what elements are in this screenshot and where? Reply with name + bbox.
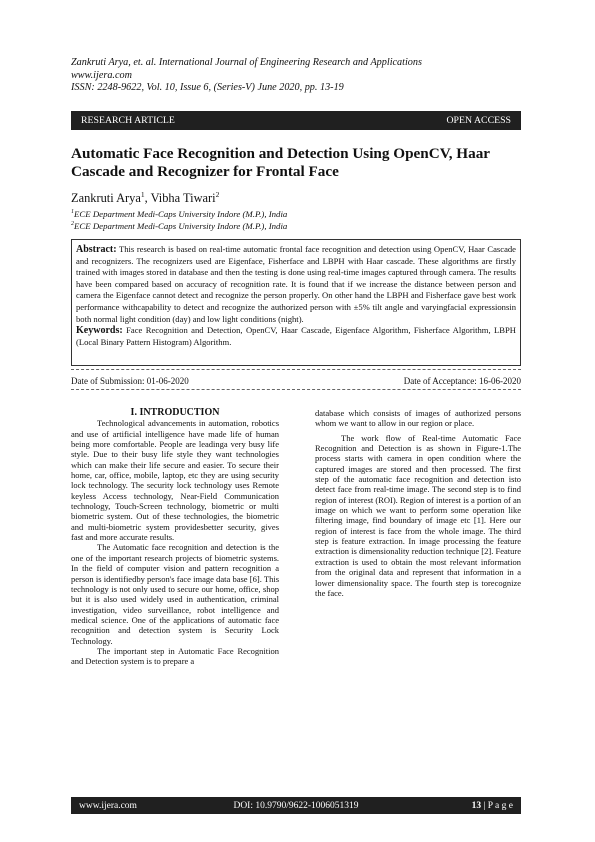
- author-affil-sup: 1: [140, 190, 145, 199]
- author-name: Zankruti Arya: [71, 191, 141, 206]
- journal-citation: Zankruti Arya, et. al. International Journal of Engineering Research and Applications: [71, 57, 422, 68]
- dates-row: [71, 376, 521, 386]
- left-column: [71, 408, 279, 667]
- article-type-label: RESEARCH ARTICLE: [81, 115, 175, 126]
- affiliation-sup: 2: [71, 221, 74, 228]
- paper-title: Automatic Face Recognition and Detection Using OpenCV, Haar Cascade and Recognizer for Frontal Face: [71, 145, 490, 180]
- author-name: Vibha Tiwari: [150, 191, 216, 206]
- affiliation-sup: 1: [71, 209, 74, 216]
- keywords-text: Face Recognition and Detection, OpenCV, Haar Cascade, Eigenface Algorithm, Fisherface Algorithm, LBPH (Local Binary Pattern Histogram) Algorithm.: [76, 325, 516, 347]
- affiliation: [71, 209, 287, 219]
- abstract-label: Abstract:: [76, 244, 117, 255]
- section-heading: I. INTRODUCTION: [130, 407, 220, 418]
- footer-url[interactable]: www.ijera.com: [79, 800, 137, 811]
- author-separator: ,: [144, 191, 151, 206]
- journal-issn: ISSN: 2248-9622, Vol. 10, Issue 6, (Series-V) June 2020, pp. 13-19: [71, 82, 344, 94]
- body-paragraph: database which consists of images of authorized persons whom we want to allow in our region or place.: [315, 408, 521, 429]
- footer-page: [393, 801, 513, 811]
- body-paragraph: Technological advancements in automation, robotics and use of artificial intelligence have made life of human being more comfortable. People are leadinga very busy life style. Due to their busy life style they want technologies which can make their life secure and easier. To secure their home, car, office, mobile, laptop, etc they are using security lock technology. The security lock technology uses Remote keyless Access technology, Near-Field Communication technology, Touch-Screen technology, biometric or multi biometric system. Out of these technologies, the biometric and multi-biometric system providesbetter security, gives fast and more accurate results.: [71, 418, 279, 543]
- page-number: 13: [471, 800, 482, 811]
- page-suffix: | P a g e: [481, 800, 513, 811]
- keywords-label: Keywords:: [76, 325, 123, 337]
- affiliation-text: ECE Department Medi-Caps University Indore (M.P.), India: [74, 209, 288, 219]
- right-column: [315, 408, 521, 598]
- access-label: OPEN ACCESS: [446, 115, 511, 126]
- abstract-box: [71, 239, 521, 366]
- article-type-bar: [71, 111, 521, 130]
- abstract-text: This research is based on real-time automatic frontal face recognition and detection using OpenCV, Haar Cascade and recognizers. The recognizers used are Eigenface, Fisherface and LBPH with Haar cascade. These algorithms are firstly trained with images stored in database and then the testing is done using real-time images captured through camera. The results have been compared based on accuracy of recognition rate. It is found that if we increase the distance between person and camera the Eigenface cannot detect and recognize the person properly. On other hand the LBPH and Fisherface gave best work performance withcapability to detect and recognize the authorized person with ±5% tilt angle and varyingfacial expressionsin both normal light condition (day) and low light conditions (night).: [76, 244, 516, 324]
- abstract-paragraph: [76, 244, 516, 325]
- author-list: [71, 190, 219, 206]
- author-affil-sup: 2: [215, 190, 220, 199]
- submission-date: Date of Submission: 01-06-2020: [71, 376, 189, 386]
- divider: [71, 389, 521, 390]
- acceptance-date: Date of Acceptance: 16-06-2020: [403, 376, 521, 386]
- journal-url[interactable]: www.ijera.com: [71, 69, 132, 81]
- keywords-paragraph: [76, 325, 516, 348]
- body-paragraph: The Automatic face recognition and detection is the one of the important research projects of biometric systems. In the field of computer vision and pattern recognition a person is identifiedby person's face image data base [6]. This technology is not only used to secure our home, office, shop but it is also used widely used in authentication, criminal investigation, video surveillance, robot intelligence and medical science. One of the applications of automatic face recognition and detection system is Security Lock Technology.: [71, 542, 279, 646]
- affiliation-text: ECE Department Medi-Caps University Indore (M.P.), India: [74, 221, 288, 231]
- body-paragraph: The work flow of Real-time Automatic Face Recognition and Detection is as shown in Figure-1.The process starts with camera in open condition where the captured images are stored and then processed. The first step of the automatic face recognition and detection isto detect face from real-time image. The second step is to find region of interest (ROI). Region of interest is a portion of an image on which we want to perform some operation like filtering image, find boundary of image etc [1]. Here our region of interest is face from the whole image. The third step is feature extraction. In image processing the feature extraction is dimensionality reduction technique [2]. Feature extraction is used to obtain the most relevant information from the original data and represent that information in a lower dimensionality space. The fourth step is torecognize the face.: [315, 432, 521, 598]
- page-footer: [71, 797, 521, 814]
- body-paragraph: The important step in Automatic Face Recognition and Detection system is to prepare a: [71, 645, 279, 667]
- journal-header: [71, 57, 422, 95]
- footer-doi[interactable]: DOI: 10.9790/9622-1006051319: [233, 800, 359, 811]
- divider: [71, 369, 521, 370]
- affiliation: [71, 221, 287, 231]
